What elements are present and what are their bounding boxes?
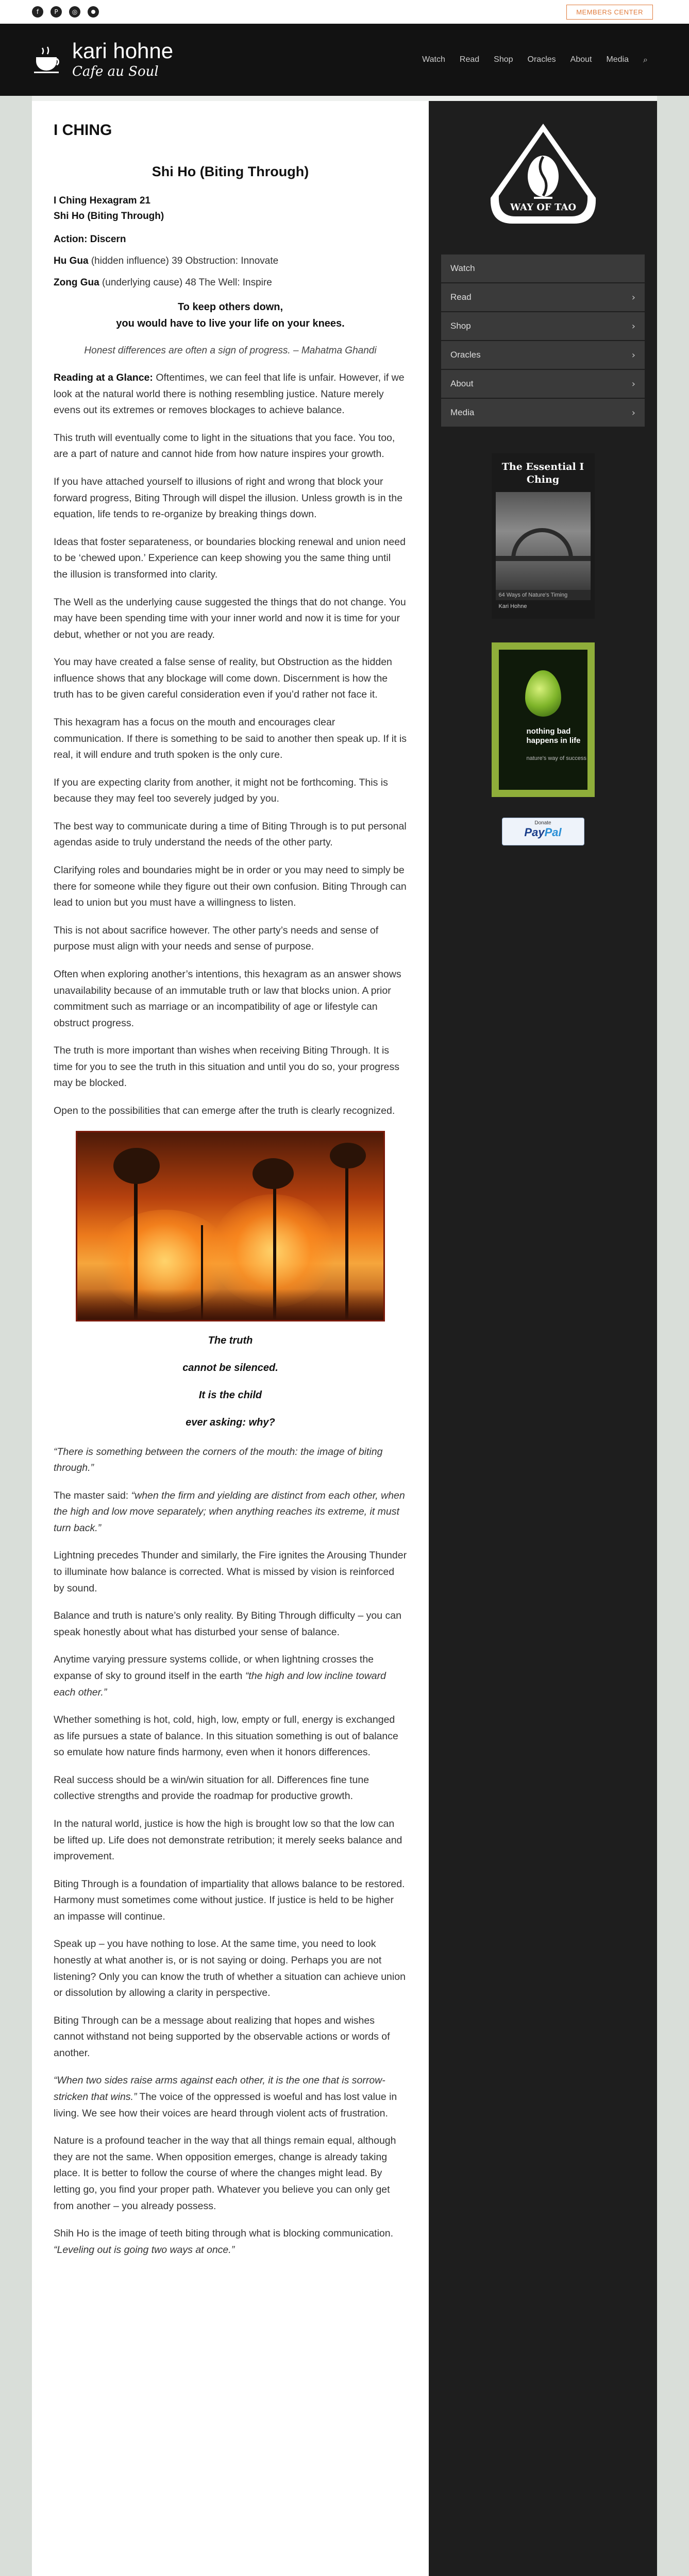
body-paragraph: The best way to communicate during a time of Biting Through is to put personal agendas aside to truly understand the needs of the other party. — [54, 820, 407, 849]
hu-gua-row — [54, 256, 407, 267]
body-paragraph: The Well as the underlying cause suggested the things that do not change. You may have been spending time with your inner world and now it is time for your debut, whether or not you are ready. — [54, 596, 406, 640]
chevron-right-icon[interactable]: › — [631, 407, 635, 418]
poem-line: ever asking: why? — [186, 1416, 275, 1428]
brand-logo[interactable] — [32, 40, 173, 79]
body-paragraph: If you are expecting clarity from another, it might not be forthcoming. This is because they may feel too severely judged by you. — [54, 776, 388, 805]
apple-podcast-icon[interactable] — [88, 6, 99, 18]
page-wrapper — [32, 96, 657, 2576]
sidebar-item-label: Read — [450, 292, 472, 302]
body-paragraph: Lightning precedes Thunder and similarly, the Fire ignites the Arousing Thunder to illuminate how balance is corrected. What is missed by vision is reinforced by sound. — [54, 1550, 407, 1594]
instagram-icon[interactable]: ◎ — [69, 6, 80, 18]
book-subtitle: nature's way of success — [526, 755, 586, 762]
forest-fire-image — [76, 1131, 385, 1321]
mouth-quote: “There is something between the corners of the mouth: the image of biting through.” — [54, 1446, 383, 1474]
body-paragraph: This hexagram has a focus on the mouth and encourages clear communication. If there is something to be said to another then speak up. If it is real, it will endure and truth spoken is the only cure. — [54, 717, 407, 761]
body-paragraph: Nature is a profound teacher in the way that all things remain equal, although they are not the same. When opposition emerges, change is already taking place. It is better to follow the course of where the changes might lead. By letting go, you find your proper path. Whatever you believe you can only get from another – you already possess. — [54, 2135, 396, 2212]
zong-gua-row — [54, 277, 407, 289]
nav-oracles[interactable]: Oracles — [527, 55, 556, 64]
body-paragraph: This is not about sacrifice however. The other party’s needs and sense of purpose must align with your needs and sense of purpose. — [54, 924, 379, 953]
site-header — [0, 24, 689, 96]
sidebar-item-media[interactable] — [441, 399, 645, 428]
body-paragraph: Ideas that foster separateness, or boundaries blocking renewal and union need to be ‘chewed upon.’ Experience can keep showing you the same thing until the illusion is transformed into clarity. — [54, 536, 406, 580]
logo-text: WAY OF TAO — [510, 202, 576, 213]
poem-line: The truth — [208, 1334, 253, 1346]
book-title: nothing bad happens in life — [526, 727, 581, 745]
action-row — [54, 234, 407, 245]
action-label: Action: — [54, 233, 88, 245]
bridge-image — [496, 492, 591, 590]
body-paragraph: Often when exploring another’s intentions, this hexagram as an answer shows unavailability because of an immutable truth or law that blocks union. A prior commitment such as marriage or an incompatibility of age or lifestyle can obstruct progress. — [54, 968, 401, 1029]
sidebar-item-watch[interactable] — [441, 255, 645, 283]
two-sides-paragraph: “When two sides raise arms against each other, it is the one that is sorrow-stricken that wins.” The voice of the oppressed is woeful and has lost value in living. We see how their voices are heard through violent acts of frustration. — [54, 2075, 397, 2119]
ghandi-quote: Honest differences are often a sign of progress. – Mahatma Ghandi — [84, 345, 377, 356]
poem-line: cannot be silenced. — [182, 1362, 278, 1374]
sidebar-item-read[interactable] — [441, 283, 645, 312]
chevron-right-icon[interactable]: › — [631, 292, 635, 303]
body-paragraph: Biting Through is a foundation of impartiality that allows balance to be restored. Harmony must sometimes come without justice. If justice is held to be higher an impasse will continue. — [54, 1878, 405, 1922]
chevron-right-icon[interactable]: › — [631, 378, 635, 389]
way-of-tao-logo[interactable] — [486, 121, 600, 229]
master-paragraph: The master said: “when the firm and yielding are distinct from each other, when the high and low move separately; when anything reaches its extreme, it must turn back.” — [54, 1489, 405, 1534]
main-nav — [422, 55, 648, 65]
post-title: Shi Ho (Biting Through) — [152, 164, 309, 179]
book-title: The Essential I Ching — [501, 461, 584, 485]
closing-paragraph: Shih Ho is the image of teeth biting through what is blocking communication. “Leveling out is going two ways at once.” — [54, 2228, 394, 2256]
paypal-donate-button[interactable] — [502, 818, 584, 845]
sidebar-item-label: Watch — [450, 263, 475, 273]
body-paragraph: You may have created a false sense of reality, but Obstruction as the hidden influence shows that any blockage will come down. Discernment is how the truth has to be given careful consideration even if you’d rather not face it. — [54, 656, 392, 701]
hexagram-number: I Ching Hexagram 21 — [54, 195, 150, 206]
hexagram-name: Shi Ho (Biting Through) — [54, 211, 164, 222]
intro-quote-line: you would have to live your life on your knees. — [116, 317, 345, 329]
nav-media[interactable]: Media — [606, 55, 629, 64]
book-author: Kari Hohne — [498, 603, 527, 610]
essential-i-ching-book[interactable] — [492, 453, 595, 619]
poem — [54, 1335, 407, 1429]
body-paragraph: Biting Through can be a message about realizing that hopes and wishes cannot withstand not being supported by the observable actions or words of another. — [54, 2014, 390, 2059]
poem-line: It is the child — [198, 1389, 262, 1401]
body-paragraph: This truth will eventually come to light in the situations that you face. You too, are a part of nature and cannot hide from how nature inspires your growth. — [54, 432, 395, 460]
body-paragraph: Balance and truth is nature’s only reality. By Biting Through difficulty – you can speak honestly about what has disturbed your sense of balance. — [54, 1610, 401, 1638]
book-subtitle: 64 Ways of Nature's Timing — [496, 590, 591, 600]
body-paragraph: Speak up – you have nothing to lose. At the same time, you need to look honestly at what another is, or is not saying or doing. Perhaps you are not listening? Only you can know the truth of whether a situation can achieve union or dissolution by allowing a clarity in perspective. — [54, 1938, 406, 1999]
sidebar-menu — [441, 255, 645, 428]
body-paragraph: The truth is more important than wishes when receiving Biting Through. It is time for you to see the truth in this situation and until you do so, your progress may be blocked. — [54, 1045, 399, 1089]
zong-gua-text: (underlying cause) 48 The Well: Inspire — [102, 277, 272, 288]
page-title: I CHING — [54, 122, 112, 139]
sidebar — [429, 101, 657, 2576]
glance-paragraph — [54, 370, 407, 419]
brand-tagline: Cafe au Soul — [72, 64, 159, 79]
zong-gua-label: Zong Gua — [54, 277, 99, 288]
coffee-cup-icon — [32, 44, 64, 76]
nav-about[interactable]: About — [570, 55, 592, 64]
body-paragraph: Open to the possibilities that can emerge after the truth is clearly recognized. — [54, 1105, 395, 1116]
action-value: Discern — [90, 233, 126, 245]
facebook-icon[interactable]: f — [32, 6, 43, 18]
nothing-bad-happens-book[interactable] — [492, 642, 595, 797]
leaf-image — [525, 670, 561, 717]
sidebar-item-label: Shop — [450, 321, 471, 331]
top-bar — [0, 0, 689, 24]
sidebar-item-shop[interactable] — [441, 312, 645, 341]
article-content — [32, 101, 429, 2576]
social-links — [32, 6, 99, 18]
body-paragraph: If you have attached yourself to illusions of right and wrong that block your forward progress, Biting Through will dispel the illusion. Unless growth is in the equation, life tends to re-organize by breaking things down. — [54, 476, 403, 520]
sidebar-item-label: About — [450, 379, 474, 388]
hu-gua-text: (hidden influence) 39 Obstruction: Innovate — [91, 255, 279, 266]
body-paragraph: In the natural world, justice is how the high is brought low so that the low can be lifted up. Life does not demonstrate retribution; it merely seeks balance and improvement. — [54, 1818, 402, 1862]
anytime-paragraph: Anytime varying pressure systems collide, or when lightning crosses the expanse of sky to ground itself in the earth “the high and low incline toward each other.” — [54, 1654, 386, 1698]
chevron-right-icon[interactable]: › — [631, 349, 635, 361]
sidebar-item-about[interactable] — [441, 370, 645, 399]
nav-read[interactable]: Read — [459, 55, 480, 64]
hexagram-meta — [54, 193, 407, 225]
members-center-button[interactable]: MEMBERS CENTER — [566, 5, 653, 20]
search-icon[interactable]: ⌕ — [643, 55, 648, 64]
chevron-right-icon[interactable]: › — [631, 320, 635, 332]
nav-watch[interactable]: Watch — [422, 55, 445, 64]
brand-name: kari hohne — [72, 39, 174, 63]
intro-quote-line: To keep others down, — [177, 301, 283, 313]
sidebar-item-oracles[interactable] — [441, 341, 645, 370]
pinterest-icon[interactable]: P — [51, 6, 62, 18]
paypal-logo: PayPal — [524, 826, 562, 839]
glance-label: Reading at a Glance: — [54, 372, 153, 384]
glance-text: Oftentimes, we can feel that life is unfair. However, if we look at the natural world there is nothing resembling justice. Nature merely evens out its extremes or removes blockages to achieve balance. — [54, 372, 405, 416]
hu-gua-label: Hu Gua — [54, 255, 89, 266]
intro-quote — [54, 299, 407, 332]
sidebar-item-label: Media — [450, 408, 475, 417]
donate-label: Donate — [534, 820, 551, 826]
body-paragraph: Clarifying roles and boundaries might be in order or you may need to simply be there for someone while they figure out their own confusion. Biting Through can lead to union but you must have a willingness to listen. — [54, 865, 407, 909]
body-paragraph: Real success should be a win/win situation for all. Differences fine tune collective strengths and provide the roadmap for productive growth. — [54, 1774, 369, 1802]
sidebar-item-label: Oracles — [450, 350, 481, 360]
nav-shop[interactable]: Shop — [494, 55, 513, 64]
body-paragraph: Whether something is hot, cold, high, low, empty or full, energy is exchanged as life pursues a state of balance. In this situation something is out of balance so emulate how nature finds harmony, even when it honors differences. — [54, 1714, 398, 1758]
